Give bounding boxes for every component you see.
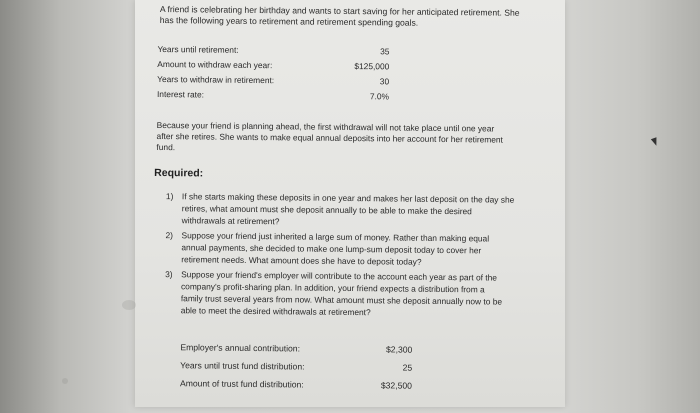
trust-label: Amount of trust fund distribution: [179,378,304,390]
intro-line: A friend is celebrating her birthday and wants to start saving for her anticipated retirement. She [159,3,520,18]
question-line: retirement needs. What amount does she have to deposit today? [181,254,422,267]
trust-label: Employer's annual contribution: [180,342,301,354]
question-number: 3) [165,269,173,280]
intro-line: has the following years to retirement and retirement spending goals. [159,14,419,28]
fact-label: Amount to withdraw each year: [157,58,273,71]
fact-value: 7.0% [369,91,390,102]
trust-label: Years until trust fund distribution: [180,360,305,372]
question-line: withdrawals at retirement? [181,215,280,227]
fact-value: 30 [379,76,390,87]
trust-value: $32,500 [380,380,413,391]
fact-label: Years to withdraw in retirement: [157,73,275,86]
question-line: able to meet the desired withdrawals at retirement? [180,305,371,318]
paragraph-line: Because your friend is planning ahead, the first withdrawal will not take place until one year [156,119,495,134]
fact-label: Interest rate: [156,88,205,100]
question-line: annual payments, she decided to make one lump-sum deposit today to cover her [181,242,482,256]
question-line: Suppose your friend's employer will contribute to the account each year as part of the [181,269,498,283]
question-line: If she starts making these deposits in one year and makes her last deposit on the day she [181,191,515,205]
question-number: 1) [165,191,174,202]
question-line: family trust several years from now. What amount must she deposit annually now to be [180,293,503,307]
fact-label: Years until retirement: [157,43,239,55]
paragraph-line: fund. [156,141,176,153]
required-heading: Required: [154,166,204,180]
trust-value: $2,300 [386,344,413,355]
fact-value: $125,000 [354,61,390,72]
question-number: 2) [165,230,174,241]
fact-value: 35 [380,46,390,57]
trust-value: 25 [402,362,413,373]
question-line: company's profit-sharing plan. In addition, your friend expects a distribution from a [180,281,485,295]
question-line: Suppose your friend just inherited a large sum of money. Rather than making equal [181,230,490,244]
question-line: retires, what amount must she deposit annually to be able to make the desired [181,203,472,217]
paragraph-line: after she retires. She wants to make equal annual deposits into her account for her retirement [156,130,503,145]
